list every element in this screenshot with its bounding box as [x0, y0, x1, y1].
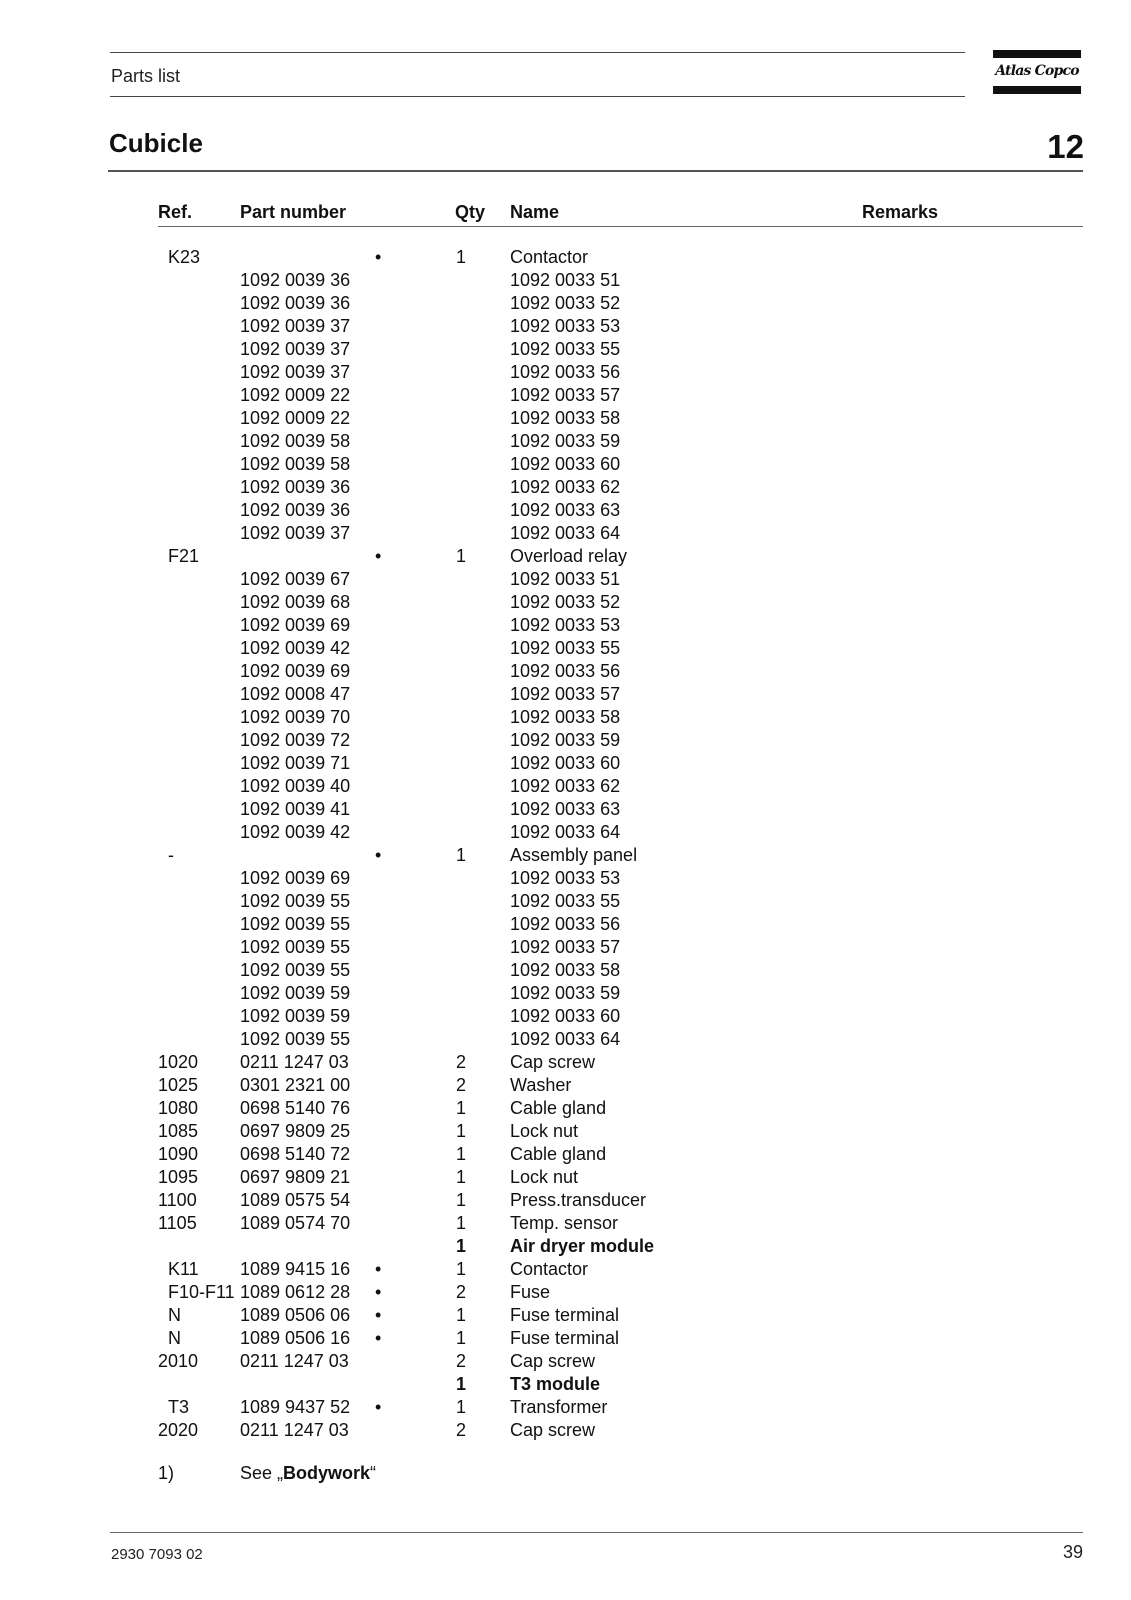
table-row [0, 1258, 1131, 1281]
part-number-cell: 1092 0039 36 [240, 293, 351, 313]
table-row [0, 913, 1131, 936]
part-number-cell: 1092 0039 36 [240, 270, 351, 290]
table-row [0, 1189, 1131, 1212]
name-cell: Lock nut [510, 1121, 579, 1141]
name-cell: Lock nut [510, 1167, 579, 1187]
name-cell: 1092 0033 64 [510, 822, 621, 842]
part-number-cell: 0698 5140 76 [240, 1098, 351, 1118]
part-number-cell: 1092 0039 55 [240, 937, 351, 957]
table-row [0, 775, 1131, 798]
part-number-cell: 1092 0039 55 [240, 960, 351, 980]
name-cell: Overload relay [510, 546, 628, 566]
name-cell: Cap screw [510, 1052, 596, 1072]
table-row [0, 660, 1131, 683]
column-header-remarks: Remarks [862, 202, 939, 222]
table-row [0, 1235, 1131, 1258]
ref-cell: F10-F11 [168, 1282, 235, 1302]
qty-cell: 2 [456, 1420, 467, 1440]
name-cell: 1092 0033 56 [510, 914, 621, 934]
name-cell: 1092 0033 51 [510, 569, 621, 589]
name-cell: Press.transducer [510, 1190, 647, 1210]
table-row [0, 1074, 1131, 1097]
column-header-part-number: Part number [240, 202, 347, 222]
header-rule-top [110, 52, 965, 53]
part-number-cell: 1089 9437 52 [240, 1397, 351, 1417]
name-cell: Contactor [510, 1259, 589, 1279]
part-number-cell: 1092 0039 36 [240, 500, 351, 520]
bullet-cell: • [375, 1305, 382, 1325]
header-rule-bottom [110, 96, 965, 97]
part-number-cell: 0211 1247 03 [240, 1351, 349, 1371]
name-cell: 1092 0033 63 [510, 799, 621, 819]
qty-cell: 1 [456, 1328, 467, 1348]
table-row [0, 269, 1131, 292]
part-number-cell: 0301 2321 00 [240, 1075, 351, 1095]
name-cell: Transformer [510, 1397, 608, 1417]
part-number-cell: 1089 0506 06 [240, 1305, 351, 1325]
name-cell: 1092 0033 58 [510, 408, 621, 428]
qty-cell: 1 [456, 546, 467, 566]
name-cell: Cable gland [510, 1098, 607, 1118]
table-row [0, 361, 1131, 384]
name-cell: Cap screw [510, 1420, 596, 1440]
name-cell: 1092 0033 58 [510, 960, 621, 980]
ref-cell: 1095 [158, 1167, 199, 1187]
page-number: 39 [1062, 1542, 1083, 1562]
footnote-prefix: See „ [240, 1463, 284, 1483]
table-row [0, 1028, 1131, 1051]
part-number-cell: 1089 0575 54 [240, 1190, 351, 1210]
logo-bar-top [993, 50, 1081, 58]
part-number-cell: 1092 0039 69 [240, 615, 351, 635]
section-rule [108, 170, 1083, 172]
bullet-cell: • [375, 1397, 382, 1417]
name-cell: 1092 0033 60 [510, 1006, 621, 1026]
qty-cell: 1 [456, 1144, 467, 1164]
name-cell: Assembly panel [510, 845, 638, 865]
bullet-cell: • [375, 1259, 382, 1279]
ref-cell: 1085 [158, 1121, 199, 1141]
table-row [0, 315, 1131, 338]
table-row [0, 890, 1131, 913]
column-header-rule [158, 226, 1083, 227]
ref-cell: 2020 [158, 1420, 199, 1440]
ref-cell: 1100 [158, 1190, 197, 1210]
footnote-suffix: “ [370, 1463, 377, 1483]
table-row [0, 1396, 1131, 1419]
ref-cell: T3 [168, 1397, 190, 1417]
part-number-cell: 1092 0039 37 [240, 523, 351, 543]
table-row [0, 338, 1131, 361]
qty-cell: 1 [456, 1236, 467, 1256]
name-cell: 1092 0033 55 [510, 891, 621, 911]
part-number-cell: 1092 0039 55 [240, 1029, 351, 1049]
table-row [0, 1419, 1131, 1442]
name-cell: 1092 0033 60 [510, 454, 621, 474]
logo-wordmark: Atlas Copco [995, 63, 1079, 79]
part-number-cell: 1092 0039 37 [240, 362, 351, 382]
parts-table [0, 246, 1131, 1442]
name-cell: 1092 0033 63 [510, 500, 621, 520]
part-number-cell: 1092 0039 55 [240, 891, 351, 911]
part-number-cell: 1092 0039 68 [240, 592, 351, 612]
name-cell: 1092 0033 64 [510, 1029, 621, 1049]
name-cell: Fuse terminal [510, 1328, 620, 1348]
part-number-cell: 1092 0039 42 [240, 638, 351, 658]
part-number-cell: 1092 0039 37 [240, 316, 351, 336]
bullet-cell: • [375, 845, 382, 865]
table-row [0, 982, 1131, 1005]
part-number-cell: 1092 0039 59 [240, 983, 351, 1003]
qty-cell: 1 [456, 1190, 467, 1210]
name-cell: 1092 0033 52 [510, 592, 621, 612]
name-cell: 1092 0033 59 [510, 730, 621, 750]
part-number-cell: 1092 0039 59 [240, 1006, 351, 1026]
name-cell: 1092 0033 53 [510, 316, 621, 336]
table-row [0, 637, 1131, 660]
table-row [0, 476, 1131, 499]
qty-cell: 1 [456, 247, 467, 267]
ref-cell: 1105 [158, 1213, 197, 1233]
qty-cell: 2 [456, 1351, 467, 1371]
table-row [0, 1005, 1131, 1028]
table-row [0, 959, 1131, 982]
name-cell: 1092 0033 58 [510, 707, 621, 727]
part-number-cell: 1092 0039 42 [240, 822, 351, 842]
table-row [0, 1051, 1131, 1074]
part-number-cell: 1092 0039 69 [240, 868, 351, 888]
name-cell: 1092 0033 59 [510, 983, 621, 1003]
bullet-cell: • [375, 247, 382, 267]
qty-cell: 1 [456, 1397, 467, 1417]
bullet-cell: • [375, 1328, 382, 1348]
footer-rule [110, 1532, 1083, 1533]
table-row [0, 453, 1131, 476]
document-number: 2930 7093 02 [111, 1546, 203, 1563]
name-cell: Washer [510, 1075, 572, 1095]
column-header-ref: Ref. [158, 202, 193, 222]
table-row [0, 591, 1131, 614]
table-row [0, 246, 1131, 269]
part-number-cell: 1089 0574 70 [240, 1213, 351, 1233]
part-number-cell: 1092 0039 41 [240, 799, 351, 819]
part-number-cell: 0697 9809 25 [240, 1121, 351, 1141]
ref-cell: F21 [168, 546, 200, 566]
footnote-marker: 1) [158, 1463, 175, 1483]
header-title: Parts list [111, 66, 181, 86]
part-number-cell: 1089 9415 16 [240, 1259, 351, 1279]
name-cell: 1092 0033 51 [510, 270, 621, 290]
part-number-cell: 1089 0506 16 [240, 1328, 351, 1348]
table-row [0, 1327, 1131, 1350]
section-title: Cubicle [109, 128, 203, 158]
part-number-cell: 0211 1247 03 [240, 1420, 349, 1440]
name-cell: 1092 0033 57 [510, 937, 621, 957]
part-number-cell: 1089 0612 28 [240, 1282, 351, 1302]
name-cell: Temp. sensor [510, 1213, 619, 1233]
table-row [0, 384, 1131, 407]
ref-cell: 1080 [158, 1098, 199, 1118]
qty-cell: 2 [456, 1052, 467, 1072]
column-header-name: Name [510, 202, 560, 222]
ref-cell: N [168, 1328, 181, 1348]
table-row [0, 1304, 1131, 1327]
name-cell: Air dryer module [510, 1236, 655, 1256]
table-row [0, 683, 1131, 706]
table-row [0, 430, 1131, 453]
part-number-cell: 1092 0039 36 [240, 477, 351, 497]
ref-cell: N [168, 1305, 181, 1325]
qty-cell: 1 [456, 1305, 467, 1325]
part-number-cell: 1092 0039 71 [240, 753, 351, 773]
part-number-cell: 1092 0039 69 [240, 661, 351, 681]
name-cell: 1092 0033 56 [510, 362, 621, 382]
logo-bar-bottom [993, 86, 1081, 94]
table-row [0, 752, 1131, 775]
part-number-cell: 1092 0039 72 [240, 730, 351, 750]
table-row [0, 1143, 1131, 1166]
ref-cell: 2010 [158, 1351, 199, 1371]
part-number-cell: 1092 0009 22 [240, 385, 351, 405]
bullet-cell: • [375, 546, 382, 566]
table-row [0, 706, 1131, 729]
table-row [0, 614, 1131, 637]
table-row [0, 821, 1131, 844]
name-cell: 1092 0033 55 [510, 638, 621, 658]
table-row [0, 729, 1131, 752]
qty-cell: 1 [456, 1213, 467, 1233]
part-number-cell: 1092 0039 58 [240, 454, 351, 474]
qty-cell: 1 [456, 1259, 467, 1279]
ref-cell: - [168, 845, 174, 865]
column-header-qty: Qty [455, 202, 486, 222]
part-number-cell: 1092 0039 40 [240, 776, 351, 796]
name-cell: Cable gland [510, 1144, 607, 1164]
name-cell: Contactor [510, 247, 589, 267]
ref-cell: 1020 [158, 1052, 199, 1072]
name-cell: 1092 0033 57 [510, 684, 621, 704]
name-cell: 1092 0033 53 [510, 615, 621, 635]
qty-cell: 1 [456, 1167, 467, 1187]
ref-cell: K23 [168, 247, 201, 267]
table-row [0, 1373, 1131, 1396]
name-cell: 1092 0033 64 [510, 523, 621, 543]
table-row [0, 1212, 1131, 1235]
part-number-cell: 0698 5140 72 [240, 1144, 351, 1164]
qty-cell: 2 [456, 1075, 467, 1095]
name-cell: 1092 0033 62 [510, 776, 621, 796]
name-cell: 1092 0033 62 [510, 477, 621, 497]
name-cell: 1092 0033 59 [510, 431, 621, 451]
table-row [0, 1097, 1131, 1120]
table-row [0, 867, 1131, 890]
footnote-bold-reference: Bodywork [283, 1463, 371, 1483]
bullet-cell: • [375, 1282, 382, 1302]
ref-cell: 1025 [158, 1075, 199, 1095]
table-row [0, 499, 1131, 522]
name-cell: 1092 0033 55 [510, 339, 621, 359]
footnote-text [240, 1462, 376, 1485]
qty-cell: 1 [456, 1121, 467, 1141]
part-number-cell: 1092 0039 58 [240, 431, 351, 451]
name-cell: Fuse terminal [510, 1305, 620, 1325]
table-row [0, 292, 1131, 315]
name-cell: Fuse [510, 1282, 551, 1302]
name-cell: T3 module [510, 1374, 601, 1394]
table-row [0, 798, 1131, 821]
qty-cell: 1 [456, 1098, 467, 1118]
part-number-cell: 1092 0039 70 [240, 707, 351, 727]
name-cell: 1092 0033 52 [510, 293, 621, 313]
part-number-cell: 0211 1247 03 [240, 1052, 349, 1072]
name-cell: 1092 0033 53 [510, 868, 621, 888]
name-cell: 1092 0033 60 [510, 753, 621, 773]
part-number-cell: 1092 0008 47 [240, 684, 351, 704]
qty-cell: 1 [456, 845, 467, 865]
table-row [0, 1120, 1131, 1143]
ref-cell: K11 [168, 1259, 199, 1279]
part-number-cell: 1092 0039 55 [240, 914, 351, 934]
table-row [0, 1281, 1131, 1304]
table-row [0, 545, 1131, 568]
name-cell: Cap screw [510, 1351, 596, 1371]
table-row [0, 844, 1131, 867]
part-number-cell: 0697 9809 21 [240, 1167, 351, 1187]
qty-cell: 1 [456, 1374, 467, 1394]
table-row [0, 1350, 1131, 1373]
section-number: 12 [1047, 128, 1084, 165]
table-row [0, 407, 1131, 430]
qty-cell: 2 [456, 1282, 467, 1302]
part-number-cell: 1092 0039 67 [240, 569, 351, 589]
table-row [0, 936, 1131, 959]
table-row [0, 568, 1131, 591]
atlas-copco-logo [993, 50, 1081, 94]
name-cell: 1092 0033 56 [510, 661, 621, 681]
table-row [0, 522, 1131, 545]
table-row [0, 1166, 1131, 1189]
ref-cell: 1090 [158, 1144, 199, 1164]
part-number-cell: 1092 0039 37 [240, 339, 351, 359]
part-number-cell: 1092 0009 22 [240, 408, 351, 428]
footnote [0, 1462, 1131, 1485]
name-cell: 1092 0033 57 [510, 385, 621, 405]
